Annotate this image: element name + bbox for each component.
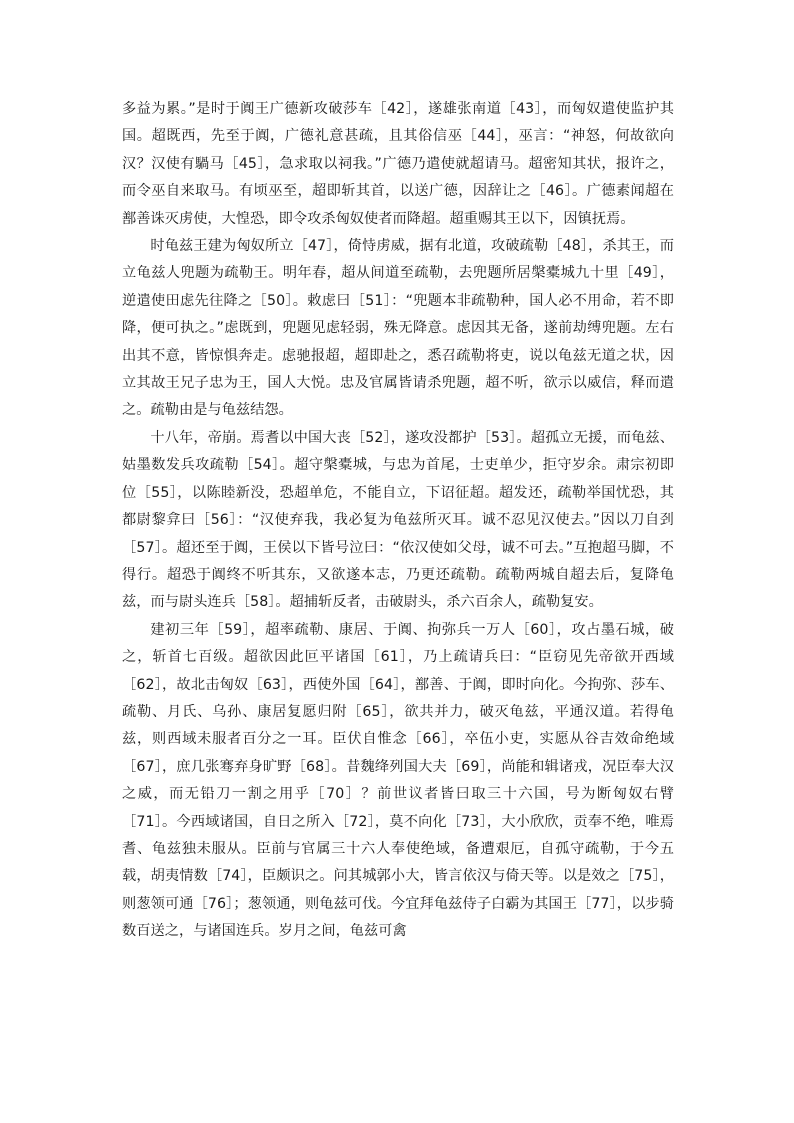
- document-page: [122, 96, 674, 946]
- paragraph-1: 多益为累。”是时于阗王广德新攻破莎车［42］，遂雄张南道［43］，而匈奴遣使监护其国。超既西，先至于阗，广德礼意甚疏，且其俗信巫［44］，巫言：“神怒，何故欲向汉？汉使有騧马［45］，急求取以祠我。”广德乃遣使就超请马。超密知其状，报许之，而令巫自来取马。有顷巫至，超即斩其首，以送广德，因辞让之［46］。广德素闻超在鄯善诛灭虏使，大惶恐，即令攻杀匈奴使者而降超。超重赐其王以下，因镇抚焉。: [122, 101, 674, 227]
- paragraph-4: 建初三年［59］，超率疏勒、康居、于阗、拘弥兵一万人［60］，攻占墨石城，破之，斩首七百级。超欲因此叵平诸国［61］，乃上疏请兵曰：“臣窃见先帝欲开西域［62］，故北击匈奴［63］，西使外国［64］，鄯善、于阗，即时向化。今拘弥、莎车、疏勒、月氏、乌孙、康居复愿归附［65］，欲共并力，破灭龟兹，平通汉道。若得龟兹，则西域未服者百分之一耳。臣伏自惟念［66］，卒伍小吏，实愿从谷吉效命绝域［67］，庶几张骞弃身旷野［68］。昔魏绛列国大夫［69］，尚能和辑诸戎，况臣奉大汉之威，而无铅刀一割之用乎［70］？前世议者皆曰取三十六国，号为断匈奴右臂［71］。今西域诸国，自日之所入［72］，莫不向化［73］，大小欣欣，贡奉不绝，唯焉耆、龟兹独未服从。臣前与官属三十六人奉使绝域，备遭艰厄，自孤守疏勒，于今五载，胡夷情数［74］，臣颇识之。问其城郭小大，皆言依汉与倚天等。以是效之［75］，则葱领可通［76］；葱领通，则龟兹可伐。今宜拜龟兹侍子白霸为其国王［77］，以步骑数百送之，与诸国连兵。岁月之间，龟兹可禽: [122, 621, 674, 940]
- paragraph-3: 十八年，帝崩。焉耆以中国大丧［52］，遂攻没都护［53］。超孤立无援，而龟兹、姑墨数发兵攻疏勒［54］。超守槃橐城，与忠为首尾，士吏单少，拒守岁余。肃宗初即位［55］，以陈睦新没，恐超单危，不能自立，下诏征超。超发还，疏勒举国忧恐，其都尉黎弇曰［56］：“汉使弃我，我必复为龟兹所灭耳。诚不忍见汉使去。”因以刀自刭［57］。超还至于阗，王侯以下皆号泣曰：“依汉使如父母，诚不可去。”互抱超马脚，不得行。超恐于阗终不听其东，又欲遂本志，乃更还疏勒。疏勒两城自超去后，复降龟兹，而与尉头连兵［58］。超捕斩反者，击破尉头，杀六百余人，疏勒复安。: [122, 429, 674, 611]
- paragraph-2: 时龟兹王建为匈奴所立［47］，倚恃虏威，据有北道，攻破疏勒［48］，杀其王，而立龟兹人兜题为疏勒王。明年春，超从间道至疏勒，去兜题所居槃橐城九十里［49］，逆遣使田虑先往降之［50］。敕虑曰［51］：“兜题本非疏勒种，国人必不用命，若不即降，便可执之。”虑既到，兜题见虑轻弱，殊无降意。虑因其无备，遂前劫缚兜题。左右出其不意，皆惊惧奔走。虑驰报超，超即赴之，悉召疏勒将吏，说以龟兹无道之状，因立其故王兄子忠为王，国人大悦。忠及官属皆请杀兜题，超不听，欲示以威信，释而遣之。疏勒由是与龟兹结怨。: [122, 238, 674, 419]
